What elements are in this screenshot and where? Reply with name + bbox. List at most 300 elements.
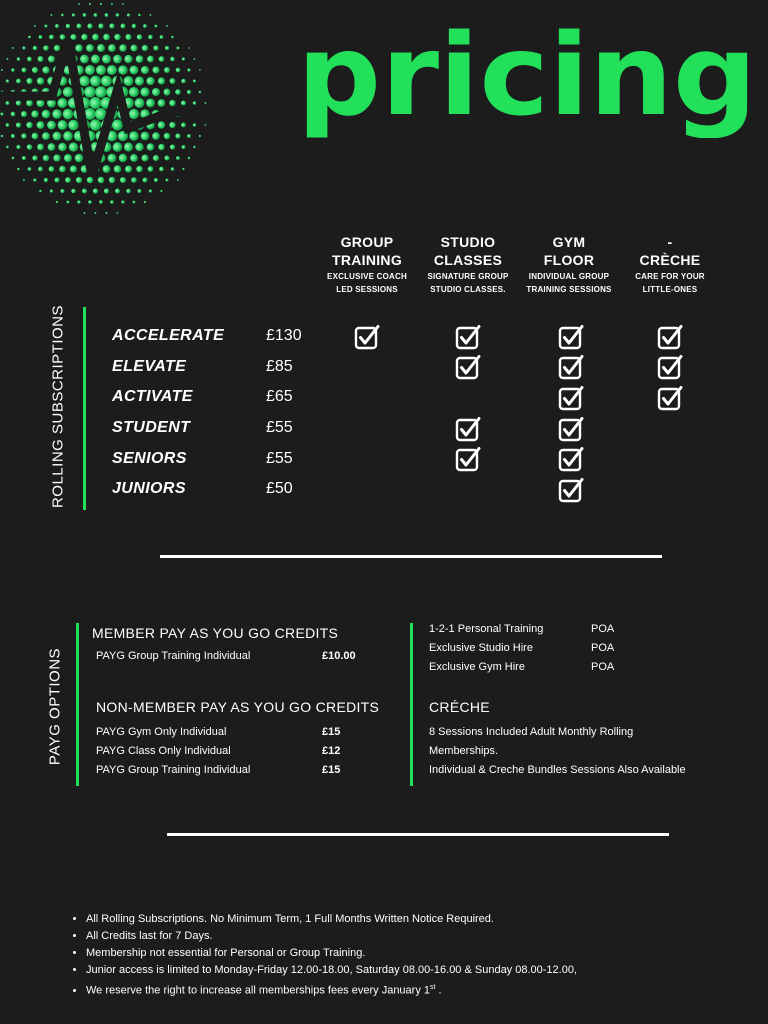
logo-dot — [87, 177, 93, 183]
logo-dot — [77, 24, 82, 29]
logo-dot — [1, 135, 4, 138]
logo-dot — [158, 99, 166, 107]
logo-dot — [141, 154, 148, 161]
logo-dot — [118, 65, 128, 75]
logo-dot — [99, 200, 103, 204]
logo-dot — [37, 121, 45, 129]
checkmark-icon — [455, 416, 481, 442]
plan-price: £55 — [266, 419, 293, 436]
logo-dot — [93, 188, 98, 193]
logo-dot — [56, 201, 58, 203]
logo-dot — [69, 142, 78, 151]
logo-dot — [47, 121, 56, 130]
logo-dot — [154, 178, 158, 182]
logo-dot — [160, 35, 164, 39]
logo-dot — [21, 111, 27, 117]
logo-dot — [48, 56, 55, 63]
logo-dot — [165, 178, 168, 181]
logo-dot — [89, 3, 91, 5]
service-price: POA — [591, 623, 615, 635]
column-header-studio-classes — [413, 233, 523, 295]
column-subtitle-line2: LITTLE-ONES — [642, 285, 698, 294]
logo-dot — [126, 34, 132, 40]
logo-dot — [135, 76, 144, 85]
checkmark-icon — [455, 446, 481, 472]
logo-dot — [1, 69, 3, 71]
logo-dot — [57, 98, 67, 108]
checkmark-icon — [558, 385, 584, 411]
logo-dot — [155, 25, 158, 28]
logo-dot — [119, 44, 126, 51]
logo-dot — [126, 189, 131, 194]
column-header-creche — [615, 233, 725, 295]
logo-dot — [90, 97, 102, 109]
heartbeat-logo — [0, 0, 230, 220]
logo-dot — [108, 154, 117, 163]
logo-dot — [88, 200, 92, 204]
logo-dot — [104, 188, 109, 193]
logo-dot — [153, 45, 158, 50]
plan-price: £85 — [266, 358, 293, 375]
column-header-gym-floor — [514, 233, 624, 295]
logo-dot — [117, 212, 119, 214]
logo-dot — [58, 143, 67, 152]
logo-dot — [52, 109, 62, 119]
logo-dot — [143, 178, 148, 183]
logo-dot — [105, 212, 107, 214]
logo-dot — [135, 143, 143, 151]
logo-dot — [199, 91, 202, 94]
logo-dot — [27, 57, 32, 62]
nonmember-payg-item-label: PAYG Group Training Individual — [96, 764, 251, 776]
logo-dot — [16, 100, 21, 105]
logo-dot — [140, 87, 149, 96]
logo-dot — [171, 167, 175, 171]
logo-dot — [146, 77, 154, 85]
logo-dot — [48, 143, 56, 151]
logo-dot — [131, 45, 138, 52]
logo-dot — [175, 133, 180, 138]
logo-dot — [72, 13, 75, 16]
service-price: POA — [591, 661, 615, 673]
logo-dot — [11, 134, 15, 138]
logo-dot — [33, 46, 37, 50]
logo-dot — [27, 144, 33, 150]
logo-dot — [84, 212, 86, 214]
logo-dot — [136, 55, 144, 63]
note-item-last: • We reserve the right to increase all memberships fees every January 1st . — [86, 979, 766, 1000]
logo-dot — [133, 201, 136, 204]
logo-dot — [97, 44, 105, 52]
logo-dot — [11, 112, 16, 117]
logo-dot — [50, 14, 52, 16]
logo-dot — [181, 100, 186, 105]
logo-dot — [175, 89, 181, 95]
logo-dot — [58, 120, 68, 130]
logo-dot — [12, 47, 14, 49]
logo-dot — [181, 79, 186, 84]
plan-name: JUNIORS — [112, 480, 186, 497]
logo-dot — [39, 190, 42, 193]
logo-dot — [85, 65, 95, 75]
logo-dot — [150, 14, 152, 16]
column-title-line2: FLOOR — [543, 252, 595, 268]
logo-dot — [87, 23, 92, 28]
logo-dot — [102, 54, 111, 63]
logo-dot — [55, 24, 59, 28]
logo-dot — [22, 156, 26, 160]
logo-dot — [21, 133, 26, 138]
member-payg-item-label: PAYG Group Training Individual — [96, 650, 251, 662]
logo-dot — [160, 190, 162, 192]
logo-dot — [80, 55, 89, 64]
logo-dot — [130, 154, 138, 162]
logo-dot — [193, 146, 195, 148]
logo-dot — [127, 13, 130, 16]
logo-dot — [170, 57, 175, 62]
column-title-line1: GROUP — [340, 234, 394, 250]
logo-dot — [78, 3, 80, 5]
logo-dot — [49, 35, 54, 40]
logo-dot — [164, 155, 169, 160]
column-subtitle-line2: TRAINING SESSIONS — [526, 285, 612, 294]
column-title-line2: CLASSES — [433, 252, 503, 268]
payg-divider-middle — [410, 623, 413, 786]
logo-dot — [94, 13, 98, 17]
nonmember-payg-item-price: £15 — [322, 764, 341, 776]
logo-dot — [79, 76, 90, 87]
logo-dot — [130, 66, 139, 75]
svg-text:pricing: pricing — [297, 18, 757, 138]
logo-dot — [193, 101, 197, 105]
note-item: • Membership not essential for Personal or Group Training. — [86, 945, 766, 962]
logo-dot — [105, 13, 109, 17]
logo-dot — [6, 146, 9, 149]
logo-dot — [129, 109, 139, 119]
note-item: • All Rolling Subscriptions. No Minimum Term, 1 Full Months Written Notice Required. — [86, 911, 766, 928]
logo-dot — [61, 14, 64, 17]
logo-dot — [44, 24, 47, 27]
logo-dot — [143, 24, 147, 28]
logo-dot — [152, 132, 160, 140]
logo-dot — [159, 167, 164, 172]
logo-dot — [16, 79, 21, 84]
plan-price: £65 — [266, 388, 293, 405]
logo-dot — [114, 34, 120, 40]
logo-dot — [170, 78, 176, 84]
checkmark-icon — [558, 446, 584, 472]
logo-dot — [109, 177, 115, 183]
logo-dot — [153, 155, 159, 161]
logo-dot — [165, 46, 169, 50]
logo-dot — [66, 24, 71, 29]
logo-dot — [176, 46, 179, 49]
logo-dot — [44, 178, 48, 182]
logo-dot — [101, 76, 112, 87]
page-title — [292, 18, 762, 138]
logo-dot — [90, 76, 101, 87]
logo-dot — [43, 155, 49, 161]
column-subtitle-line2: LED SESSIONS — [336, 285, 398, 294]
logo-dot — [11, 68, 15, 72]
logo-dot — [158, 121, 166, 129]
column-title-line2: TRAINING — [331, 252, 403, 268]
logo-dot — [205, 102, 207, 104]
plan-name: STUDENT — [112, 419, 191, 436]
column-subtitle-line1: INDIVIDUAL GROUP — [528, 272, 610, 281]
logo-dot — [164, 133, 170, 139]
logo-dot — [50, 189, 53, 192]
column-title-line2: CRÈCHE — [639, 252, 701, 268]
nonmember-payg-item-label: PAYG Gym Only Individual — [96, 726, 227, 738]
column-subtitle-line1: EXCLUSIVE COACH — [327, 272, 407, 281]
logo-dot — [17, 168, 20, 171]
service-label: Exclusive Gym Hire — [429, 661, 525, 673]
logo-dot — [146, 99, 155, 108]
logo-dot — [137, 34, 142, 39]
logo-dot — [38, 167, 43, 172]
plan-price: £130 — [266, 327, 302, 344]
logo-dot — [82, 189, 87, 194]
logo-dot — [141, 66, 149, 74]
plan-name: SENIORS — [112, 450, 187, 467]
logo-dot — [169, 100, 175, 106]
logo-dot — [26, 100, 33, 107]
logo-dot — [148, 35, 153, 40]
logo-dot — [86, 44, 94, 52]
logo-dot — [115, 189, 120, 194]
logo-dot — [187, 68, 190, 71]
column-subtitle-line1: CARE FOR YOUR — [635, 272, 705, 281]
checkmark-icon — [558, 324, 584, 350]
rolling-divider — [83, 307, 86, 510]
logo-dot — [32, 133, 39, 140]
logo-dot — [182, 145, 186, 149]
logo-dot — [122, 3, 124, 5]
logo-dot — [129, 131, 139, 141]
logo-dot — [71, 189, 76, 194]
logo-dot — [60, 189, 64, 193]
logo-dot — [26, 122, 33, 129]
logo-dot — [65, 177, 71, 183]
logo-dot — [76, 177, 82, 183]
member-payg-item-price: £10.00 — [322, 650, 356, 662]
logo-dot — [38, 56, 44, 62]
logo-dot — [124, 142, 133, 151]
logo-dot — [124, 76, 134, 86]
logo-dot — [205, 124, 207, 126]
logo-dot — [176, 68, 181, 73]
logo-dot — [119, 154, 127, 162]
column-title-line1: - — [667, 234, 673, 250]
logo-dot — [107, 65, 117, 75]
logo-dot — [37, 144, 44, 151]
logo-dot — [34, 25, 36, 27]
section-divider — [167, 833, 669, 836]
logo-dot — [16, 122, 21, 127]
logo-dot — [37, 77, 44, 84]
logo-dot — [108, 44, 116, 52]
logo-dot — [121, 24, 126, 29]
logo-dot — [81, 34, 87, 40]
logo-dot — [194, 58, 196, 60]
logo-dot — [193, 123, 196, 126]
logo-dot — [31, 110, 38, 117]
logo-dot — [32, 67, 38, 73]
logo-dot — [96, 65, 106, 75]
logo-dot — [6, 58, 8, 60]
logo-dot — [43, 45, 48, 50]
logo-dot — [84, 86, 95, 97]
note-superscript: st — [430, 984, 436, 991]
logo-dot — [132, 24, 136, 28]
logo-dot — [63, 131, 73, 141]
logo-dot — [63, 109, 73, 119]
logo-dot — [158, 144, 164, 150]
nonmember-payg-title: NON-MEMBER PAY AS YOU GO CREDITS — [96, 699, 380, 715]
logo-dot — [32, 155, 37, 160]
member-payg-title: MEMBER PAY AS YOU GO CREDITS — [92, 625, 339, 641]
logo-dot — [26, 78, 32, 84]
logo-dot — [193, 79, 196, 82]
logo-dot — [182, 57, 185, 60]
logo-dot — [110, 200, 114, 204]
logo-dot — [42, 132, 50, 140]
logo-dot — [149, 189, 152, 192]
logo-dot — [187, 134, 191, 138]
logo-dot — [98, 177, 105, 184]
payg-divider-left — [76, 623, 79, 786]
logo-dot — [100, 3, 102, 5]
rolling-subscriptions-label: ROLLING SUBSCRIPTIONS — [49, 304, 67, 509]
logo-dot — [114, 165, 122, 173]
plan-name: ELEVATE — [112, 358, 187, 375]
column-title-line1: STUDIO — [440, 234, 496, 250]
column-subtitle-line1: SIGNATURE GROUP — [427, 272, 509, 281]
logo-dot — [63, 87, 73, 97]
creche-title: CRÉCHE — [429, 699, 490, 715]
logo-dot — [39, 35, 43, 39]
logo-dot — [176, 156, 180, 160]
logo-dot — [188, 157, 191, 160]
logo-dot — [164, 89, 171, 96]
logo-dot — [113, 142, 123, 152]
logo-dot — [23, 179, 25, 181]
logo-dot — [17, 57, 21, 61]
logo-dot — [169, 122, 175, 128]
logo-dot — [64, 154, 72, 162]
logo-dot — [67, 201, 70, 204]
note-text: We reserve the right to increase all memberships fees every January 1 — [86, 984, 431, 997]
plan-name: ACCELERATE — [112, 327, 225, 344]
logo-dot — [75, 44, 83, 52]
logo-dot — [116, 13, 120, 17]
checkmark-icon — [657, 385, 683, 411]
logo-dot — [177, 179, 179, 181]
logo-dot — [28, 36, 31, 39]
logo-dot — [141, 132, 150, 141]
logo-dot — [170, 144, 175, 149]
logo-dot — [188, 47, 190, 49]
note-item: • Junior access is limited to Monday-Friday 12.00-18.00, Saturday 08.00-16.00 & Sunday 08.00-12.00, — [86, 962, 766, 979]
logo-dot — [22, 68, 27, 73]
logo-dot — [16, 145, 20, 149]
logo-dot — [124, 55, 132, 63]
checkmark-icon — [558, 477, 584, 503]
logo-dot — [121, 200, 124, 203]
logo-dot — [54, 45, 60, 51]
logo-dot — [187, 90, 191, 94]
plan-price: £50 — [266, 480, 293, 497]
logo-dot — [33, 178, 36, 181]
logo-dot — [92, 34, 99, 41]
logo-dot — [12, 157, 15, 160]
logo-dot — [129, 87, 139, 97]
logo-dot — [53, 132, 62, 141]
note-item: • All Credits last for 7 Days. — [86, 928, 766, 945]
logo-dot — [53, 154, 60, 161]
checkmark-icon — [558, 416, 584, 442]
logo-dot — [148, 166, 154, 172]
logo-dot — [164, 67, 170, 73]
logo-dot — [152, 66, 159, 73]
checkmark-icon — [558, 354, 584, 380]
plan-price: £55 — [266, 450, 293, 467]
logo-dot — [199, 135, 201, 137]
logo-dot — [95, 86, 107, 98]
nonmember-payg-item-label: PAYG Class Only Individual — [96, 745, 231, 757]
logo-dot — [75, 154, 84, 163]
checkmark-icon — [455, 324, 481, 350]
logo-dot — [147, 143, 155, 151]
logo-dot — [171, 36, 174, 39]
logo-dot — [6, 101, 10, 105]
logo-dot — [138, 189, 142, 193]
logo-dot — [59, 166, 66, 173]
logo-dot — [120, 177, 126, 183]
creche-line3: Individual & Creche Bundles Sessions Also Available — [429, 764, 686, 776]
logo-dot — [138, 14, 141, 17]
column-header-group-training — [312, 233, 422, 295]
checkmark-icon — [657, 354, 683, 380]
logo-dot — [182, 168, 184, 170]
terms-notes-list — [70, 911, 766, 1000]
logo-dot — [49, 166, 55, 172]
creche-line1: 8 Sessions Included Adult Monthly Rolling — [429, 726, 634, 738]
heartbeat-logo-icon — [0, 0, 230, 220]
logo-dot — [70, 34, 76, 40]
logo-dot — [158, 77, 165, 84]
logo-dot — [0, 112, 3, 115]
logo-dot — [147, 56, 154, 63]
logo-dot — [103, 165, 111, 173]
nonmember-payg-item-price: £12 — [322, 745, 341, 757]
logo-dot — [112, 119, 123, 130]
logo-dot — [135, 98, 145, 108]
service-label: Exclusive Studio Hire — [429, 642, 533, 654]
logo-dot — [42, 66, 49, 73]
logo-dot — [70, 165, 77, 172]
plan-name: ACTIVATE — [112, 388, 193, 405]
logo-dot — [159, 56, 165, 62]
logo-dot — [6, 79, 9, 82]
logo-dot — [28, 167, 32, 171]
logo-dot — [109, 23, 114, 28]
section-divider — [160, 555, 662, 558]
logo-dot — [94, 212, 96, 214]
checkmark-icon — [455, 354, 481, 380]
logo-dot — [90, 119, 101, 130]
